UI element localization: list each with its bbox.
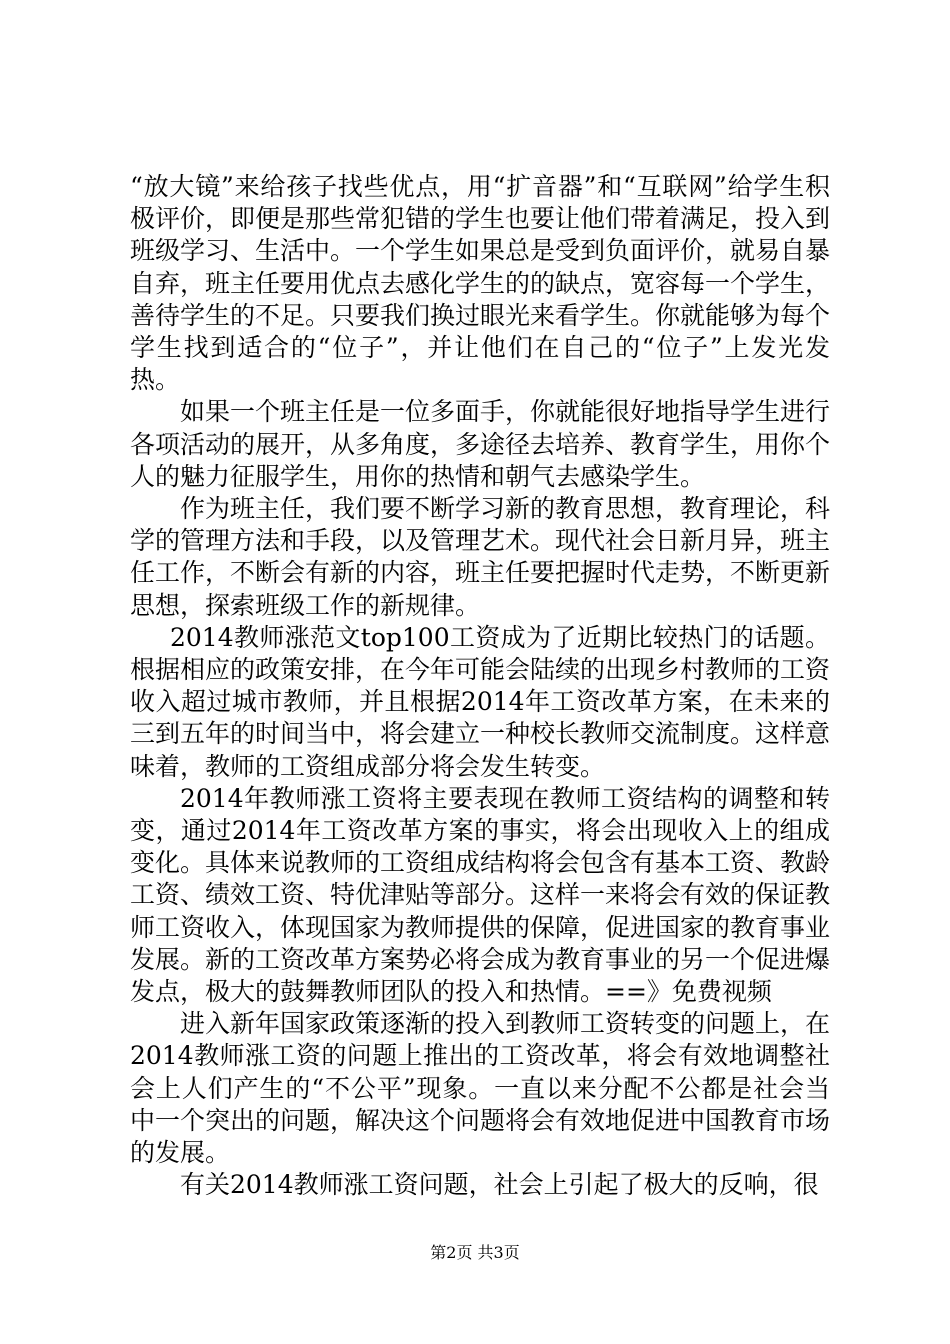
paragraph-7: 有关2014教师涨工资问题，社会上引起了极大的反响，很	[180, 1170, 819, 1200]
paragraph-6: 进入新年国家政策逐渐的投入到教师工资转变的问题上，在2014教师涨工资的问题上推出的工资改革，将会有效地调整社会上人们产生的“不公平”现象。一直以来分配不公都是社会当中一个突出的问题，解决这个问题将会有效地促进中国教育市场的发展。	[130, 1009, 831, 1168]
paragraph-1: “放大镜”来给孩子找些优点，用“扩音器”和“互联网”给学生积极评价，即便是那些常犯错的学生也要让他们带着满足，投入到班级学习、生活中。一个学生如果总是受到负面评价，就易自暴自弃，班主任要用优点去感化学生的的缺点，宽容每一个学生，善待学生的不足。只要我们换过眼光来看学生。你就能够为每个学生找到适合的“位子”，并让他们在自己的“位子”上发光发热。	[130, 172, 831, 395]
paragraph-4: 2014教师涨范文top100工资成为了近期比较热门的话题。根据相应的政策安排，在今年可能会陆续的出现乡村教师的工资收入超过城市教师，并且根据2014年工资改革方案，在未来的三到五年的时间当中，将会建立一种校长教师交流制度。这样意味着，教师的工资组成部分将会发生转变。	[130, 622, 831, 781]
paragraph-3: 作为班主任，我们要不断学习新的教育思想，教育理论，科学的管理方法和手段，以及管理艺术。现代社会日新月异，班主任工作，不断会有新的内容，班主任要把握时代走势，不断更新思想，探索班级工作的新规律。	[130, 494, 831, 620]
paragraph-2: 如果一个班主任是一位多面手，你就能很好地指导学生进行各项活动的展开，从多角度，多途径去培养、教育学生，用你个人的魅力征服学生，用你的热情和朝气去感染学生。	[130, 397, 831, 491]
page-footer: 第2页 共3页	[430, 1243, 520, 1262]
paragraph-5: 2014年教师涨工资将主要表现在教师工资结构的调整和转变，通过2014年工资改革方案的事实，将会出现收入上的组成变化。具体来说教师的工资组成结构将会包含有基本工资、教龄工资、绩效工资、特优津贴等部分。这样一来将会有效的保证教师工资收入，体现国家为教师提供的保障，促进国家的教育事业发展。新的工资改革方案势必将会成为教育事业的另一个促进爆发点，极大的鼓舞教师团队的投入和热情。==》免费视频	[130, 783, 831, 1007]
document-body	[130, 171, 830, 1202]
